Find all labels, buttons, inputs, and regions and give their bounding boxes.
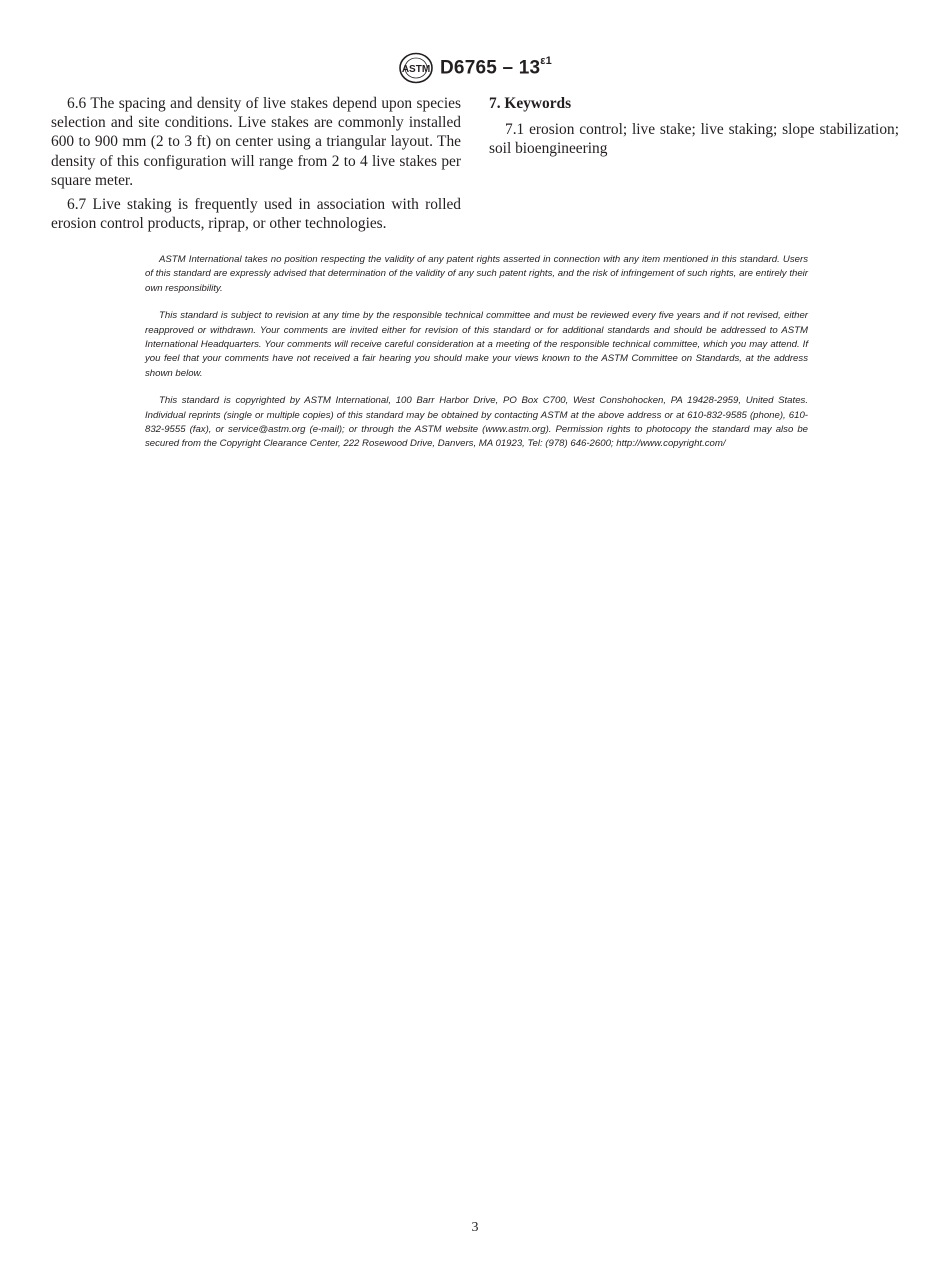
page-number: 3	[471, 1220, 479, 1235]
page-header	[0, 52, 950, 89]
copyright-notice: This standard is copyrighted by ASTM International, 100 Barr Harbor Drive, PO Box C700, West Conshohocken, PA 19428-2959, United States. Individual reprints (single or multiple copies) of this standard may be obtained by contacting ASTM at the above address or at 610-832-9585 (phone), 610-832-9555 (fax), or service@astm.org (e-mail); or through the ASTM website (www.astm.org). Permission rights to photocopy the standard may also be secured from the Copyright Clearance Center, 222 Rosewood Drive, Danvers, MA 01923, Tel: (978) 646-2600; http://www.copyright.com/	[145, 395, 808, 450]
designation-text: D6765 – 13	[440, 57, 541, 79]
astm-logo-icon	[398, 52, 434, 84]
left-column	[51, 94, 461, 238]
logo-text: ASTM	[401, 64, 431, 75]
paragraph-6-6: 6.6 The spacing and density of live stakes depend upon species selection and site conditions. Live stakes are commonly installed 600 to 900 mm (2 to 3 ft) on center using a triangular layout. The density of this configuration will range from 2 to 4 live stakes per square meter.	[51, 95, 461, 189]
legal-notices	[145, 253, 808, 465]
header-inner	[398, 52, 552, 84]
revision-notice: This standard is subject to revision at any time by the responsible technical committee and must be reviewed every five years and if not revised, either reapproved or withdrawn. Your comments are invited either for revision of this standard or for additional standards and should be addressed to ASTM International Headquarters. Your comments will receive careful consideration at a meeting of the responsible technical committee, which you may attend. If you feel that your comments have not received a fair hearing you should make your views known to the ASTM Committee on Standards, at the address shown below.	[145, 310, 808, 379]
patent-notice: ASTM International takes no position respecting the validity of any patent rights asserted in connection with any item mentioned in this standard. Users of this standard are expressly advised that determination of the validity of any such patent rights, and the risk of infringement of such rights, are entirely their own responsibility.	[145, 254, 808, 294]
paragraph-7-1: 7.1 erosion control; live stake; live staking; slope stabilization; soil bioengineering	[489, 121, 899, 158]
right-column	[489, 94, 899, 164]
standard-designation	[440, 54, 552, 79]
paragraph-6-7: 6.7 Live staking is frequently used in association with rolled erosion control products, riprap, or other technologies.	[51, 196, 461, 233]
section-title-keywords: 7. Keywords	[489, 95, 572, 112]
designation-superscript: ε1	[540, 54, 552, 67]
